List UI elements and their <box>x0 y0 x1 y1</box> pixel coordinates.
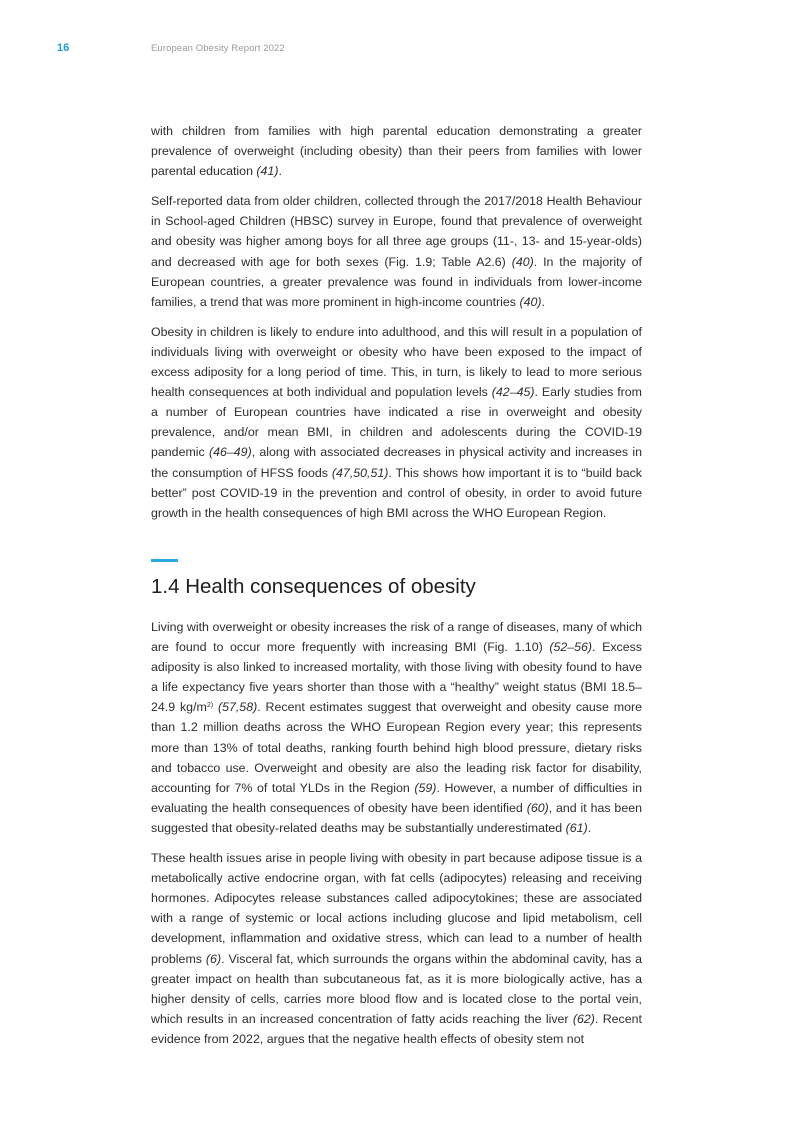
citation-reference: (61) <box>565 820 588 835</box>
citation-reference: (41) <box>256 164 279 179</box>
citation-reference: (60) <box>526 800 549 815</box>
citation-reference: (57,58) <box>217 700 258 715</box>
citation-reference: (42–45) <box>491 385 535 400</box>
citation-reference: (47,50,51) <box>331 465 389 480</box>
citation-reference: (6) <box>205 951 222 966</box>
citation-reference: (52–56) <box>549 640 593 655</box>
paragraph: Self-reported data from older children, collected through the 2017/2018 Health Behaviour in School-aged Children (HBSC) survey in Europe, found that prevalence of overweight and obesity was higher among boys for all three age groups (11-, 13- and 15-year-olds) and decreased with age for both sexes (Fig. 1.9; Table A2.6) (40). In the majority of European countries, a greater prevalence was found in individuals from lower-income families, a trend that was more prominent in high-income countries (40). <box>151 194 642 309</box>
paragraph: Obesity in children is likely to endure into adulthood, and this will result in a population of individuals living with overweight or obesity who have been exposed to the impact of excess adiposity for a long period of time. This, in turn, is likely to lead to more serious health consequences at both individual and population levels (42–45). Early studies from a number of European countries have indicated a rise in overweight and obesity prevalence, and/or mean BMI, in children and adolescents during the COVID-19 pandemic (46–49), along with associated decreases in physical activity and increases in the consumption of HFSS foods (47,50,51). This shows how important it is to “build back better” post COVID-19 in the prevention and control of obesity, in order to avoid future growth in the health consequences of high BMI across the WHO European Region. <box>151 324 643 520</box>
citation-reference: (62) <box>572 1011 595 1026</box>
body-text-before-section <box>151 121 642 533</box>
citation-reference: (46–49) <box>208 445 252 460</box>
paragraph: Living with overweight or obesity increases the risk of a range of diseases, many of which are found to occur more frequently with increasing BMI (Fig. 1.10) (52–56). Excess adiposity is also linked to increased mortality, with those living with obesity found to have a life expectancy five years shorter than those with a “healthy” weight status (BMI 18.5–24.9 $kg/m^{2)}$ (57,58). Recent estimates suggest that overweight and obesity cause more than 1.2 million deaths across the WHO European Region every year; this represents more than 13% of total deaths, ranking fourth behind high blood pressure, dietary risks and tobacco use. Overweight and obesity are also the leading risk factor for disability, accounting for 7% of total YLDs in the Region (59). However, a number of difficulties in evaluating the health consequences of obesity have been identified (60), and it has been suggested that obesity-related deaths may be substantially underestimated (61). <box>151 620 643 835</box>
paragraph: with children from families with high parental education demonstrating a greater prevalence of overweight (including obesity) than their peers from families with lower parental education (41). <box>151 124 642 179</box>
section-accent-bar <box>151 559 178 562</box>
citation-reference: (59) <box>414 780 437 795</box>
section-title: 1.4 Health consequences of obesity <box>151 575 476 598</box>
report-title: European Obesity Report 2022 <box>151 43 285 54</box>
superscript: 2) <box>206 702 214 710</box>
section-heading-block <box>151 559 642 600</box>
paragraph: These health issues arise in people living with obesity in part because adipose tissue is a metabolically active endocrine organ, with fat cells (adipocytes) releasing and receiving hormones. Adipocytes release substances called adipocytokines; these are associated with a range of systemic or local actions including glucose and lipid metabolism, cell development, inflammation and oxidative stress, which can lead to a number of health problems (6). Visceral fat, which surrounds the organs within the abdominal cavity, has a greater impact on health than subcutaneous fat, as it is more biologically active, has a higher density of cells, carries more blood flow and is located close to the portal vein, which results in an increased concentration of fatty acids reaching the liver (62). Recent evidence from 2022, argues that the negative health effects of obesity stem not <box>151 851 643 1046</box>
running-header <box>0 42 793 58</box>
body-text-section <box>151 617 642 1059</box>
citation-reference: (40) <box>511 254 534 269</box>
page-number: 16 <box>57 42 70 54</box>
citation-reference: (40) <box>519 294 542 309</box>
